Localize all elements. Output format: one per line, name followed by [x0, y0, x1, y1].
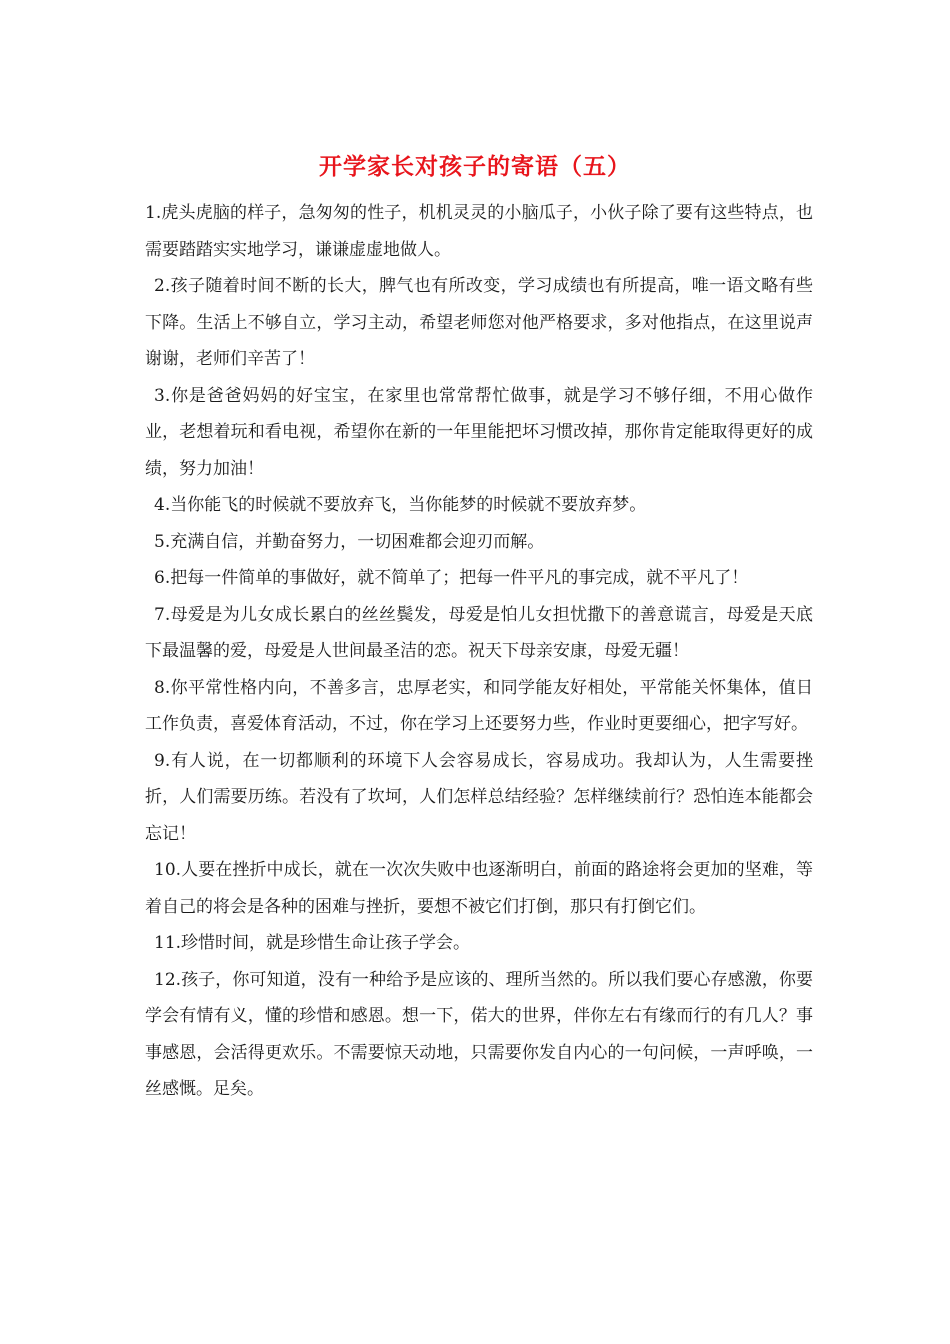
paragraph-11: 11.珍惜时间，就是珍惜生命让孩子学会。 [154, 933, 471, 953]
document-title: 开学家长对孩子的寄语（五） [319, 154, 631, 180]
paragraph-5: 5.充满自信，并勤奋努力，一切困难都会迎刃而解。 [154, 531, 545, 552]
document-body [145, 195, 813, 1108]
paragraph-9: 9.有人说，在一切都顺利的环境下人会容易成长，容易成功。我却认为，人生需要挫折，人们需要历练。若没有了坎坷，人们怎样总结经验？怎样继续前行？恐怕连本能都会忘记！ [145, 750, 813, 844]
paragraph-2: 2.孩子随着时间不断的长大，脾气也有所改变，学习成绩也有所提高，唯一语文略有些下降。生活上不够自立，学习主动，希望老师您对他严格要求，多对他指点，在这里说声谢谢，老师们辛苦了！ [145, 276, 813, 369]
paragraph-7: 7.母爱是为儿女成长累白的丝丝鬓发，母爱是怕儿女担忧撒下的善意谎言，母爱是天底下最温馨的爱，母爱是人世间最圣洁的恋。祝天下母亲安康，母爱无疆！ [145, 604, 813, 661]
paragraph-4: 4.当你能飞的时候就不要放弃飞，当你能梦的时候就不要放弃梦。 [154, 495, 647, 515]
paragraph-8: 8.你平常性格内向，不善多言，忠厚老实，和同学能友好相处，平常能关怀集体，值日工作负责，喜爱体育活动，不过，你在学习上还要努力些，作业时更要细心，把字写好。 [145, 677, 813, 734]
paragraph-3: 3.你是爸爸妈妈的好宝宝，在家里也常常帮忙做事，就是学习不够仔细，不用心做作业，老想着玩和看电视，希望你在新的一年里能把坏习惯改掉，那你肯定能取得更好的成绩，努力加油！ [145, 385, 813, 479]
paragraph-12: 12.孩子，你可知道，没有一种给予是应该的、理所当然的。所以我们要心存感激，你要学会有情有义，懂的珍惜和感恩。想一下，偌大的世界，伴你左右有缘而行的有几人？事事感恩，会活得更欢乐。不需要惊天动地，只需要你发自内心的一句问候，一声呼唤，一丝感慨。足矣。 [145, 969, 813, 1099]
paragraph-1: 1.虎头虎脑的样子，急匆匆的性子，机机灵灵的小脑瓜子，小伙子除了要有这些特点，也需要踏踏实实地学习，谦谦虚虚地做人。 [145, 203, 813, 260]
paragraph-10: 10.人要在挫折中成长，就在一次次失败中也逐渐明白，前面的路途将会更加的坚难，等着自己的将会是各种的困难与挫折，要想不被它们打倒，那只有打倒它们。 [145, 860, 813, 917]
paragraph-6: 6.把每一件简单的事做好，就不简单了；把每一件平凡的事完成，就不平凡了！ [154, 568, 749, 588]
